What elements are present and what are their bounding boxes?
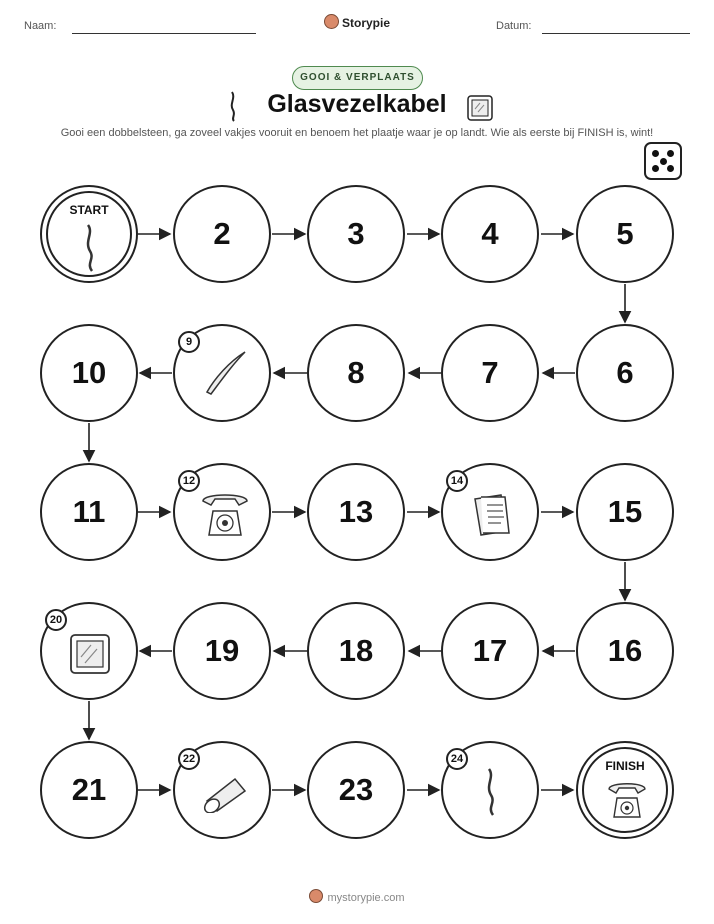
start-label: START [69, 203, 109, 217]
board-cell[interactable] [576, 602, 674, 700]
board-cell[interactable] [40, 741, 138, 839]
picture-cell[interactable] [173, 324, 271, 422]
booklet-icon [471, 493, 513, 537]
date-label: Datum: [496, 20, 532, 32]
glass-pane-icon [69, 633, 111, 675]
cell-number: 2 [213, 216, 231, 251]
picture-cell[interactable] [173, 741, 271, 839]
board-cell[interactable] [441, 324, 539, 422]
cell-number-badge: 22 [178, 748, 200, 770]
cell-number: 18 [338, 633, 374, 668]
cell-number: 5 [616, 216, 634, 251]
cell-number: 10 [71, 355, 107, 390]
cell-number: 7 [481, 355, 499, 390]
board-cell[interactable] [576, 463, 674, 561]
cell-number-badge: 12 [178, 470, 200, 492]
board-cell[interactable] [576, 185, 674, 283]
board-cell[interactable] [40, 324, 138, 422]
board-cell[interactable] [307, 185, 405, 283]
telephone-icon [606, 781, 648, 821]
cell-number-badge: 14 [446, 470, 468, 492]
start-cell[interactable] [40, 185, 138, 283]
telephone-icon [199, 491, 251, 539]
cell-number-badge: 9 [178, 331, 200, 353]
brand-name: Storypie [341, 16, 390, 30]
footer-site[interactable]: mystorypie.com [327, 892, 405, 904]
page-title: Glasvezelkabel [267, 90, 447, 118]
cable-icon [82, 223, 100, 273]
name-label: Naam: [24, 20, 57, 32]
footer [0, 889, 714, 904]
board-cell[interactable] [441, 602, 539, 700]
cell-number: 4 [481, 216, 499, 251]
tube-icon [199, 773, 249, 813]
picture-cell[interactable] [40, 602, 138, 700]
board-cell[interactable] [173, 602, 271, 700]
storypie-logo-icon [309, 889, 323, 903]
fiber-strand-icon [201, 348, 249, 398]
cell-number: 8 [347, 355, 365, 390]
picture-cell[interactable] [441, 741, 539, 839]
instructions: Gooi een dobbelsteen, ga zoveel vakjes vooruit en benoem het plaatje waar je op landt. Wie als eerste bij FINISH is, wint! [60, 127, 654, 139]
board-cell[interactable] [441, 185, 539, 283]
cell-number: 17 [472, 633, 508, 668]
picture-cell[interactable] [441, 463, 539, 561]
board-cell[interactable] [40, 463, 138, 561]
finish-label: FINISH [605, 759, 645, 773]
picture-cell[interactable] [173, 463, 271, 561]
board-cell[interactable] [307, 741, 405, 839]
cell-number: 6 [616, 355, 634, 390]
board-cell[interactable] [307, 463, 405, 561]
board-cell[interactable] [576, 324, 674, 422]
cell-number: 15 [607, 494, 643, 529]
board-cell[interactable] [307, 602, 405, 700]
board-cell[interactable] [307, 324, 405, 422]
finish-cell[interactable] [576, 741, 674, 839]
cell-number: 19 [204, 633, 240, 668]
cell-number-badge: 20 [45, 609, 67, 631]
cell-number: 11 [72, 494, 106, 529]
cell-number: 3 [347, 216, 365, 251]
cell-number: 13 [338, 494, 374, 529]
cell-number: 21 [71, 772, 107, 807]
cell-number: 23 [338, 772, 374, 807]
game-type-badge: GOOI & VERPLAATS [292, 66, 423, 90]
cell-number: 16 [607, 633, 643, 668]
board-cell[interactable] [173, 185, 271, 283]
cable-icon [483, 767, 501, 817]
cell-number-badge: 24 [446, 748, 468, 770]
